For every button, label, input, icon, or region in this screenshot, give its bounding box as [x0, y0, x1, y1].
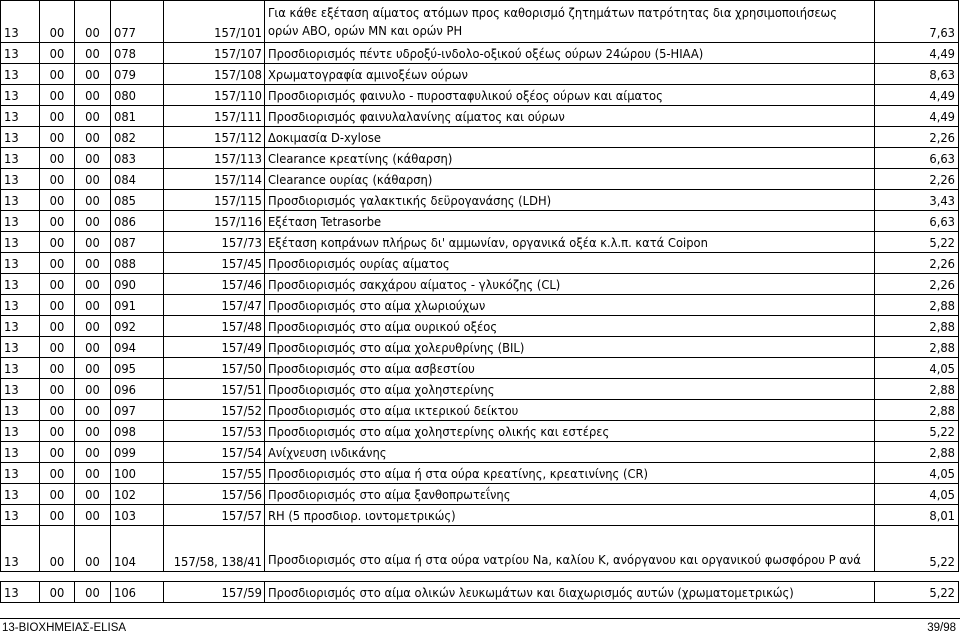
cell-price: 8,01	[875, 505, 959, 526]
cell-code-part-2: 00	[40, 85, 75, 106]
cell-code-part-2: 00	[40, 582, 75, 603]
cell-code-part-1: 13	[1, 1, 40, 43]
cell-price: 5,22	[875, 582, 959, 603]
cell-code-part-1: 13	[1, 400, 40, 421]
cell-code-part-4: 077	[111, 1, 164, 43]
cell-description: Προσδιορισμός στο αίμα ασβεστίου	[265, 358, 875, 379]
cell-description: Προσδιορισμός στο αίμα χολερυθρίνης (BIL)	[265, 337, 875, 358]
spacer-row	[1, 572, 959, 582]
cell-code-part-3: 00	[75, 442, 111, 463]
cell-code-part-1: 13	[1, 169, 40, 190]
cell-price: 2,26	[875, 274, 959, 295]
cell-price: 2,26	[875, 127, 959, 148]
cell-code-part-1: 13	[1, 64, 40, 85]
cell-code-part-3: 00	[75, 582, 111, 603]
cell-code-part-2: 00	[40, 442, 75, 463]
cell-code-part-2: 00	[40, 274, 75, 295]
table-row	[1, 526, 959, 572]
cell-price: 7,63	[875, 1, 959, 43]
cell-code-part-4: 097	[111, 400, 164, 421]
cell-description: Προσδιορισμός στο αίμα ολικών λευκωμάτων και διαχωρισμός αυτών (χρωματομετρικώς)	[265, 582, 875, 603]
cell-description: Χρωματογραφία αμινοξέων ούρων	[265, 64, 875, 85]
cell-code-part-1: 13	[1, 526, 40, 572]
cell-code-part-2: 00	[40, 169, 75, 190]
cell-code-part-1: 13	[1, 421, 40, 442]
cell-description: RH (5 προσδιορ. ιοντομετρικώς)	[265, 505, 875, 526]
cell-description: Εξέταση Tetrasorbe	[265, 211, 875, 232]
table-row	[1, 463, 959, 484]
cell-code-part-1: 13	[1, 505, 40, 526]
table-row	[1, 169, 959, 190]
cell-code-part-1: 13	[1, 232, 40, 253]
cell-code-part-3: 00	[75, 169, 111, 190]
cell-code-part-3: 00	[75, 337, 111, 358]
cell-description: Δοκιμασία D-xylose	[265, 127, 875, 148]
cell-description: Προσδιορισμός γαλακτικής δεϋρογανάσης (LDH)	[265, 190, 875, 211]
cell-price: 5,22	[875, 526, 959, 572]
cell-code-part-4: 087	[111, 232, 164, 253]
cell-reference-code: 157/50	[164, 358, 265, 379]
cell-reference-code: 157/54	[164, 442, 265, 463]
cell-price: 4,05	[875, 484, 959, 505]
cell-description: Clearance ουρίας (κάθαρση)	[265, 169, 875, 190]
cell-code-part-2: 00	[40, 64, 75, 85]
cell-code-part-2: 00	[40, 484, 75, 505]
cell-reference-code: 157/45	[164, 253, 265, 274]
cell-code-part-3: 00	[75, 127, 111, 148]
cell-description: Για κάθε εξέταση αίματος ατόμων προς καθορισμό ζητημάτων πατρότητας δια χρησιμοποιήσεως ορών ΑΒΟ, ορών ΜΝ και ορών PH	[265, 1, 875, 43]
cell-code-part-2: 00	[40, 526, 75, 572]
table-row	[1, 253, 959, 274]
table-row	[1, 43, 959, 64]
cell-code-part-3: 00	[75, 232, 111, 253]
cell-code-part-3: 00	[75, 421, 111, 442]
cell-code-part-3: 00	[75, 274, 111, 295]
cell-description: Προσδιορισμός πέντε υδροξύ-ινδολο-οξικού οξέως ούρων 24ώρου (5-HIAA)	[265, 43, 875, 64]
table-row	[1, 379, 959, 400]
cell-code-part-3: 00	[75, 190, 111, 211]
cell-code-part-1: 13	[1, 127, 40, 148]
cell-code-part-4: 099	[111, 442, 164, 463]
cell-code-part-2: 00	[40, 232, 75, 253]
cell-description: Προσδιορισμός στο αίμα ή στα ούρα νατρίου Na, καλίου K, ανόργανου και οργανικού φωσφόρου P ανά	[265, 526, 875, 572]
cell-price: 4,05	[875, 463, 959, 484]
cell-code-part-3: 00	[75, 358, 111, 379]
cell-code-part-4: 085	[111, 190, 164, 211]
cell-description: Προσδιορισμός στο αίμα ουρικού οξέος	[265, 316, 875, 337]
footer-section-label: 13-ΒΙΟΧΗΜΕΙΑΣ-ELISA	[2, 622, 127, 634]
page-footer	[0, 618, 960, 637]
cell-reference-code: 157/47	[164, 295, 265, 316]
table-row	[1, 85, 959, 106]
cell-reference-code: 157/51	[164, 379, 265, 400]
cell-description: Προσδιορισμός σακχάρου αίματος - γλυκόζης (CL)	[265, 274, 875, 295]
cell-price: 6,63	[875, 148, 959, 169]
cell-code-part-2: 00	[40, 337, 75, 358]
table-row	[1, 106, 959, 127]
cell-code-part-2: 00	[40, 379, 75, 400]
cell-code-part-4: 080	[111, 85, 164, 106]
cell-code-part-2: 00	[40, 211, 75, 232]
cell-code-part-3: 00	[75, 148, 111, 169]
table-body	[1, 1, 959, 603]
cell-code-part-3: 00	[75, 211, 111, 232]
cell-price: 2,26	[875, 169, 959, 190]
cell-reference-code: 157/59	[164, 582, 265, 603]
cell-code-part-2: 00	[40, 127, 75, 148]
cell-code-part-2: 00	[40, 316, 75, 337]
table-row	[1, 274, 959, 295]
cell-price: 2,88	[875, 442, 959, 463]
cell-code-part-4: 094	[111, 337, 164, 358]
cell-code-part-2: 00	[40, 295, 75, 316]
cell-price: 6,63	[875, 211, 959, 232]
cell-code-part-1: 13	[1, 295, 40, 316]
page-number: 39/98	[927, 622, 956, 634]
cell-code-part-4: 088	[111, 253, 164, 274]
table-row	[1, 582, 959, 603]
table-row	[1, 400, 959, 421]
cell-reference-code: 157/115	[164, 190, 265, 211]
cell-description: Προσδιορισμός ουρίας αίματος	[265, 253, 875, 274]
cell-description: Προσδιορισμός στο αίμα χλωριούχων	[265, 295, 875, 316]
cell-code-part-3: 00	[75, 400, 111, 421]
cell-code-part-1: 13	[1, 211, 40, 232]
cell-code-part-1: 13	[1, 463, 40, 484]
cell-reference-code: 157/114	[164, 169, 265, 190]
cell-code-part-3: 00	[75, 253, 111, 274]
cell-code-part-1: 13	[1, 274, 40, 295]
table-row	[1, 148, 959, 169]
cell-code-part-2: 00	[40, 148, 75, 169]
cell-code-part-3: 00	[75, 43, 111, 64]
cell-price: 4,49	[875, 85, 959, 106]
cell-code-part-1: 13	[1, 190, 40, 211]
table-row	[1, 190, 959, 211]
cell-code-part-1: 13	[1, 337, 40, 358]
cell-code-part-4: 091	[111, 295, 164, 316]
cell-description: Προσδιορισμός στο αίμα ξανθοπρωτεΐνης	[265, 484, 875, 505]
cell-reference-code: 157/107	[164, 43, 265, 64]
cell-description: Clearance κρεατίνης (κάθαρση)	[265, 148, 875, 169]
cell-code-part-2: 00	[40, 400, 75, 421]
cell-code-part-4: 090	[111, 274, 164, 295]
cell-code-part-2: 00	[40, 253, 75, 274]
table-row	[1, 442, 959, 463]
cell-price: 3,43	[875, 190, 959, 211]
cell-code-part-4: 106	[111, 582, 164, 603]
cell-code-part-4: 082	[111, 127, 164, 148]
cell-code-part-3: 00	[75, 85, 111, 106]
cell-code-part-1: 13	[1, 582, 40, 603]
table-row	[1, 421, 959, 442]
cell-code-part-4: 084	[111, 169, 164, 190]
cell-code-part-1: 13	[1, 358, 40, 379]
table-row	[1, 232, 959, 253]
cell-reference-code: 157/110	[164, 85, 265, 106]
cell-reference-code: 157/113	[164, 148, 265, 169]
cell-price: 4,49	[875, 106, 959, 127]
cell-price: 2,88	[875, 337, 959, 358]
cell-code-part-4: 100	[111, 463, 164, 484]
cell-reference-code: 157/58, 138/41	[164, 526, 265, 572]
cell-code-part-3: 00	[75, 64, 111, 85]
cell-code-part-2: 00	[40, 421, 75, 442]
cell-code-part-3: 00	[75, 379, 111, 400]
cell-reference-code: 157/46	[164, 274, 265, 295]
cell-code-part-4: 102	[111, 484, 164, 505]
cell-price: 2,88	[875, 316, 959, 337]
cell-price: 4,05	[875, 358, 959, 379]
table-row	[1, 211, 959, 232]
cell-code-part-2: 00	[40, 43, 75, 64]
cell-reference-code: 157/55	[164, 463, 265, 484]
cell-code-part-3: 00	[75, 1, 111, 43]
cell-reference-code: 157/48	[164, 316, 265, 337]
cell-code-part-2: 00	[40, 190, 75, 211]
cell-code-part-2: 00	[40, 358, 75, 379]
table-row	[1, 505, 959, 526]
cell-description: Προσδιορισμός στο αίμα χοληστερίνης ολικής και εστέρες	[265, 421, 875, 442]
cell-code-part-2: 00	[40, 106, 75, 127]
cell-code-part-3: 00	[75, 505, 111, 526]
table-row	[1, 316, 959, 337]
cell-code-part-1: 13	[1, 442, 40, 463]
cell-price: 2,88	[875, 295, 959, 316]
cell-code-part-4: 092	[111, 316, 164, 337]
cell-reference-code: 157/116	[164, 211, 265, 232]
cell-reference-code: 157/57	[164, 505, 265, 526]
cell-code-part-4: 079	[111, 64, 164, 85]
cell-description: Προσδιορισμός στο αίμα χοληστερίνης	[265, 379, 875, 400]
cell-code-part-2: 00	[40, 505, 75, 526]
cell-code-part-1: 13	[1, 43, 40, 64]
cell-reference-code: 157/101	[164, 1, 265, 43]
cell-code-part-4: 095	[111, 358, 164, 379]
table-row	[1, 64, 959, 85]
cell-code-part-1: 13	[1, 316, 40, 337]
cell-code-part-2: 00	[40, 1, 75, 43]
cell-reference-code: 157/73	[164, 232, 265, 253]
cell-price: 5,22	[875, 421, 959, 442]
cell-price: 4,49	[875, 43, 959, 64]
cell-code-part-3: 00	[75, 484, 111, 505]
cell-price: 2,88	[875, 379, 959, 400]
cell-code-part-1: 13	[1, 253, 40, 274]
cell-reference-code: 157/56	[164, 484, 265, 505]
cell-reference-code: 157/49	[164, 337, 265, 358]
cell-code-part-2: 00	[40, 463, 75, 484]
cell-code-part-3: 00	[75, 463, 111, 484]
table-row	[1, 358, 959, 379]
cell-description: Προσδιορισμός στο αίμα ικτερικού δείκτου	[265, 400, 875, 421]
cell-code-part-1: 13	[1, 85, 40, 106]
table-row	[1, 127, 959, 148]
cell-description: Προσδιορισμός φαινυλαλανίνης αίματος και ούρων	[265, 106, 875, 127]
cell-code-part-1: 13	[1, 106, 40, 127]
cell-code-part-1: 13	[1, 484, 40, 505]
cell-code-part-4: 098	[111, 421, 164, 442]
cell-description: Εξέταση κοπράνων πλήρως δι' αμμωνίαν, οργανικά οξέα κ.λ.π. κατά Coipon	[265, 232, 875, 253]
cell-reference-code: 157/111	[164, 106, 265, 127]
cell-reference-code: 157/52	[164, 400, 265, 421]
cell-reference-code: 157/108	[164, 64, 265, 85]
table-row	[1, 295, 959, 316]
cell-code-part-4: 096	[111, 379, 164, 400]
cell-code-part-4: 083	[111, 148, 164, 169]
cell-reference-code: 157/112	[164, 127, 265, 148]
cell-code-part-1: 13	[1, 148, 40, 169]
cell-code-part-4: 086	[111, 211, 164, 232]
cell-description: Προσδιορισμός στο αίμα ή στα ούρα κρεατίνης, κρεατινίνης (CR)	[265, 463, 875, 484]
table-row	[1, 484, 959, 505]
cell-price: 8,63	[875, 64, 959, 85]
cell-price: 2,26	[875, 253, 959, 274]
cell-code-part-1: 13	[1, 379, 40, 400]
cell-code-part-4: 081	[111, 106, 164, 127]
cell-description: Ανίχνευση ινδικάνης	[265, 442, 875, 463]
cell-reference-code: 157/53	[164, 421, 265, 442]
table-row	[1, 1, 959, 43]
cell-code-part-4: 078	[111, 43, 164, 64]
cell-code-part-3: 00	[75, 106, 111, 127]
cell-description: Προσδιορισμός φαινυλο - πυροσταφυλικού οξέος ούρων και αίματος	[265, 85, 875, 106]
table-row	[1, 337, 959, 358]
cell-code-part-3: 00	[75, 316, 111, 337]
cell-code-part-3: 00	[75, 295, 111, 316]
cell-code-part-4: 104	[111, 526, 164, 572]
cell-code-part-4: 103	[111, 505, 164, 526]
cell-price: 2,88	[875, 400, 959, 421]
cell-price: 5,22	[875, 232, 959, 253]
cell-code-part-3: 00	[75, 526, 111, 572]
